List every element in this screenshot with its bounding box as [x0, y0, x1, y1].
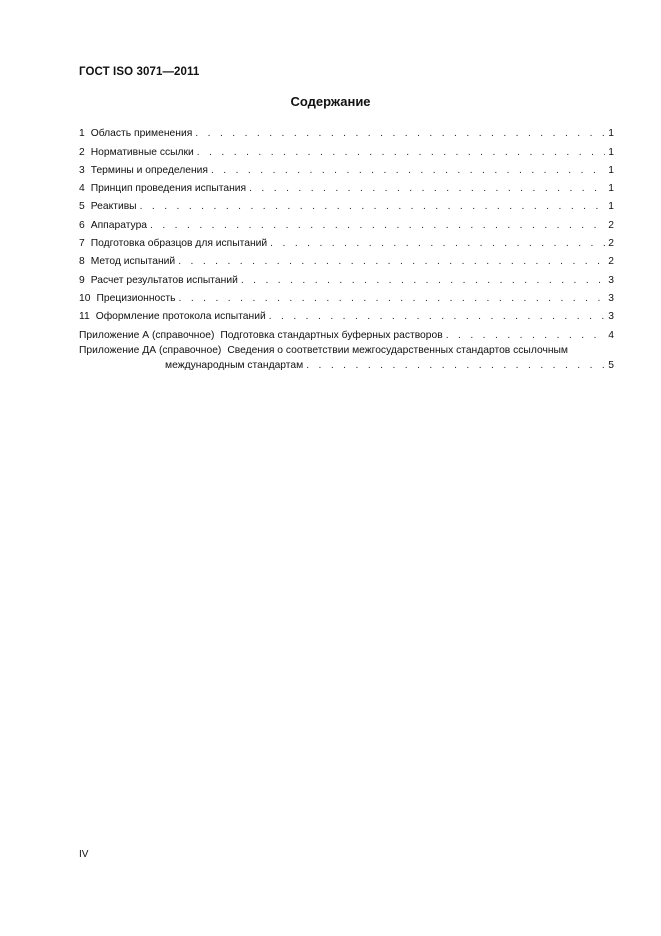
toc-entry-page: 2 [608, 256, 614, 268]
toc-entry-page: 2 [608, 219, 614, 231]
annex-label-line1: Сведения о соответствии межгосударственных стандартов ссылочным [227, 344, 568, 356]
toc-entry-page: 1 [608, 183, 614, 195]
dot-leader [150, 220, 605, 231]
toc-entry-page: 1 [608, 164, 614, 176]
dot-leader [140, 201, 606, 212]
toc-annex-a[interactable] [79, 322, 614, 340]
toc-entry-page: 3 [608, 311, 614, 323]
dot-leader [306, 360, 605, 371]
toc-entry-label: Принцип проведения испытания [90, 183, 247, 195]
toc-entry-page: 1 [608, 146, 614, 158]
toc-entry-10[interactable] [79, 286, 614, 304]
dot-leader [249, 183, 605, 194]
toc-entry-label: Расчет результатов испытаний [90, 274, 238, 286]
toc-annex-da[interactable] [79, 341, 614, 371]
toc-entry-label: Реактивы [90, 201, 137, 213]
toc-entry-number: 3 [79, 164, 85, 176]
toc-entry-number: 7 [79, 238, 85, 250]
annex-prefix: Приложение А (справочное) [79, 329, 215, 341]
toc-entry-11[interactable] [79, 304, 614, 322]
page-number: IV [79, 849, 89, 860]
toc-entry-number: 4 [79, 183, 85, 195]
toc-title: Содержание [290, 94, 371, 109]
toc-entry-number: 8 [79, 256, 85, 268]
dot-leader [270, 238, 605, 249]
toc-entry-1[interactable] [79, 121, 614, 139]
toc-entry-number: 5 [79, 201, 85, 213]
toc-entry-4[interactable] [79, 176, 614, 194]
dot-leader [197, 147, 605, 158]
toc-entry-9[interactable] [79, 267, 614, 285]
toc-entry-label: Область применения [90, 128, 193, 140]
toc-entry-2[interactable] [79, 139, 614, 157]
toc-entry-6[interactable] [79, 212, 614, 230]
toc-entry-page: 4 [608, 329, 614, 341]
table-of-contents [79, 121, 614, 371]
toc-entry-label: Аппаратура [90, 219, 148, 231]
toc-entry-label: Термины и определения [90, 164, 208, 176]
toc-entry-label: Подготовка образцов для испытаний [90, 238, 268, 250]
toc-entry-number: 2 [79, 146, 85, 158]
annex-label-line2: международным стандартам [165, 359, 304, 371]
toc-entry-7[interactable] [79, 231, 614, 249]
dot-leader [179, 293, 606, 304]
dot-leader [269, 311, 606, 322]
toc-entry-label: Оформление протокола испытаний [95, 311, 266, 323]
toc-entry-5[interactable] [79, 194, 614, 212]
toc-entry-number: 1 [79, 128, 85, 140]
annex-prefix: Приложение ДА (справочное) [79, 344, 222, 356]
document-header: ГОСТ ISO 3071—2011 [79, 66, 200, 78]
toc-entry-label: Прецизионность [96, 292, 176, 304]
toc-entry-page: 1 [608, 201, 614, 213]
toc-entry-page: 3 [608, 274, 614, 286]
dot-leader [195, 128, 605, 139]
toc-entry-number: 9 [79, 274, 85, 286]
annex-label: Подготовка стандартных буферных растворов [220, 329, 443, 341]
toc-entry-page: 1 [608, 128, 614, 140]
toc-entry-8[interactable] [79, 249, 614, 267]
dot-leader [446, 330, 606, 341]
toc-entry-number: 10 [79, 292, 91, 304]
dot-leader [178, 256, 605, 267]
toc-entry-3[interactable] [79, 158, 614, 176]
toc-entry-label: Нормативные ссылки [90, 146, 194, 158]
toc-entry-page: 3 [608, 292, 614, 304]
toc-entry-page: 2 [608, 238, 614, 250]
toc-entry-label: Метод испытаний [90, 256, 176, 268]
dot-leader [241, 275, 605, 286]
toc-entry-page: 5 [608, 359, 614, 371]
toc-entry-number: 6 [79, 219, 85, 231]
dot-leader [211, 165, 605, 176]
toc-entry-number: 11 [79, 311, 90, 323]
